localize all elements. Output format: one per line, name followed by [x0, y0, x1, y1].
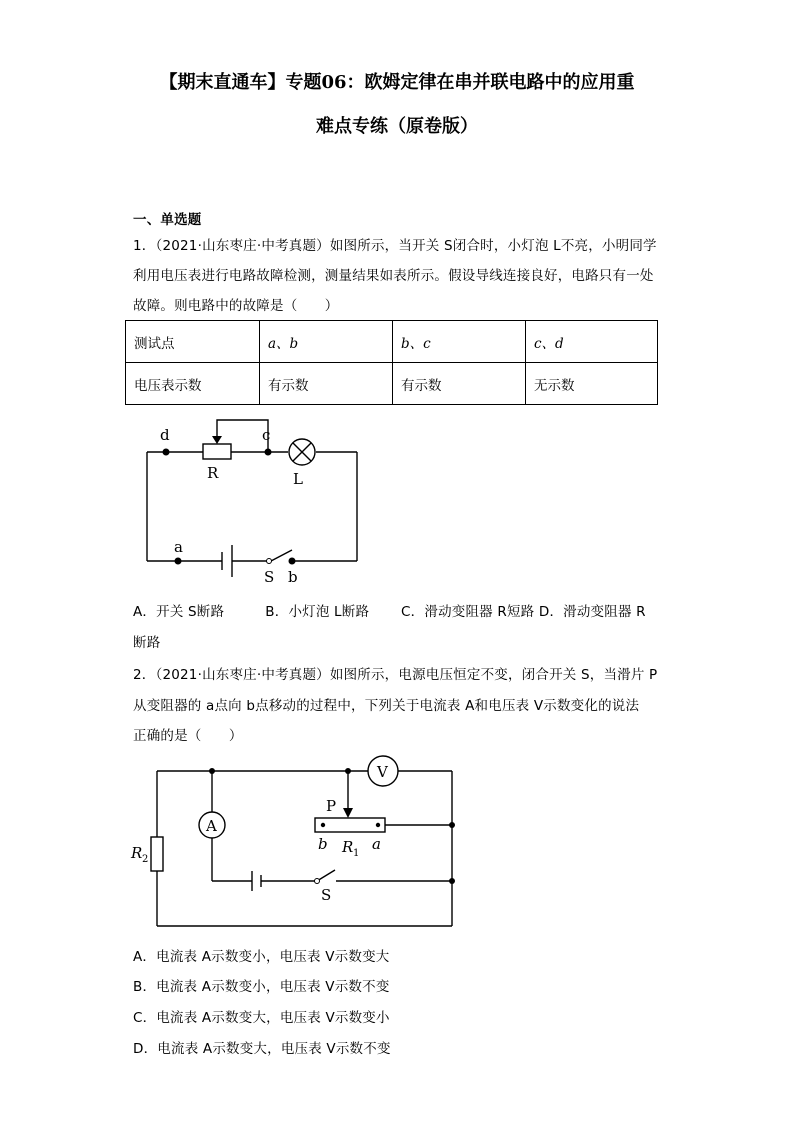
- label-R2-sub: 2: [142, 854, 149, 865]
- label-a: a: [174, 538, 183, 556]
- label-R2: R: [131, 844, 143, 862]
- q1-text-line-3: 故障。则电路中的故障是（ ）: [133, 298, 339, 314]
- table-cell: b、c: [393, 321, 526, 363]
- label-R1-sub: 1: [353, 848, 360, 859]
- label-V: V: [377, 763, 388, 781]
- table-cell: 电压表示数: [126, 363, 260, 405]
- q2-text-line-3: 正确的是（ ）: [133, 728, 243, 744]
- doc-title-line-2: 难点专练（原卷版）: [316, 116, 478, 137]
- q2-option-b: B．电流表 A示数变小，电压表 V示数不变: [133, 979, 390, 995]
- q2-option-d: D．电流表 A示数变大，电压表 V示数不变: [133, 1041, 391, 1057]
- label-a: a: [372, 835, 381, 853]
- q2-text-line-1: 2．（2021·山东枣庄·中考真题）如图所示，电源电压恒定不变，闭合开关 S，当滑片 P: [133, 667, 658, 683]
- table-cell: 无示数: [526, 363, 658, 405]
- label-c: c: [262, 426, 271, 444]
- q1-measurement-table: [125, 320, 658, 405]
- q1-text-line-1: 1．（2021·山东枣庄·中考真题）如图所示，当开关 S闭合时，小灯泡 L不亮，小明同学: [133, 238, 657, 254]
- table-row: [126, 321, 658, 363]
- table-cell: 有示数: [260, 363, 393, 405]
- label-b: b: [288, 568, 298, 586]
- table-row: [126, 363, 658, 405]
- label-R1: R: [342, 838, 354, 856]
- label-b: b: [318, 835, 328, 853]
- label-A: A: [206, 817, 217, 835]
- table-cell: a、b: [260, 321, 393, 363]
- q1-text-line-2: 利用电压表进行电路故障检测，测量结果如表所示。假设导线连接良好，电路只有一处: [133, 268, 654, 284]
- table-cell: 测试点: [126, 321, 260, 363]
- label-R: R: [207, 464, 219, 482]
- label-S: S: [321, 886, 332, 904]
- section-heading: 一、单选题: [133, 212, 202, 228]
- label-L: L: [293, 470, 303, 488]
- table-cell: 有示数: [393, 363, 526, 405]
- q1-options-line-1: A．开关 S断路 B．小灯泡 L断路 C．滑动变阻器 R短路 D．滑动变阻器 R: [133, 604, 646, 620]
- label-d: d: [160, 426, 170, 444]
- table-cell: c、d: [526, 321, 658, 363]
- q1-options-line-2: 断路: [133, 635, 161, 651]
- label-S: S: [264, 568, 275, 586]
- label-P: P: [326, 797, 337, 815]
- q2-option-a: A．电流表 A示数变小，电压表 V示数变大: [133, 949, 390, 965]
- doc-title-line-1: 【期末直通车】专题06：欧姆定律在串并联电路中的应用重: [159, 72, 635, 93]
- q2-text-line-2: 从变阻器的 a点向 b点移动的过程中，下列关于电流表 A和电压表 V示数变化的说法: [133, 698, 640, 714]
- q2-option-c: C．电流表 A示数变大，电压表 V示数变小: [133, 1010, 390, 1026]
